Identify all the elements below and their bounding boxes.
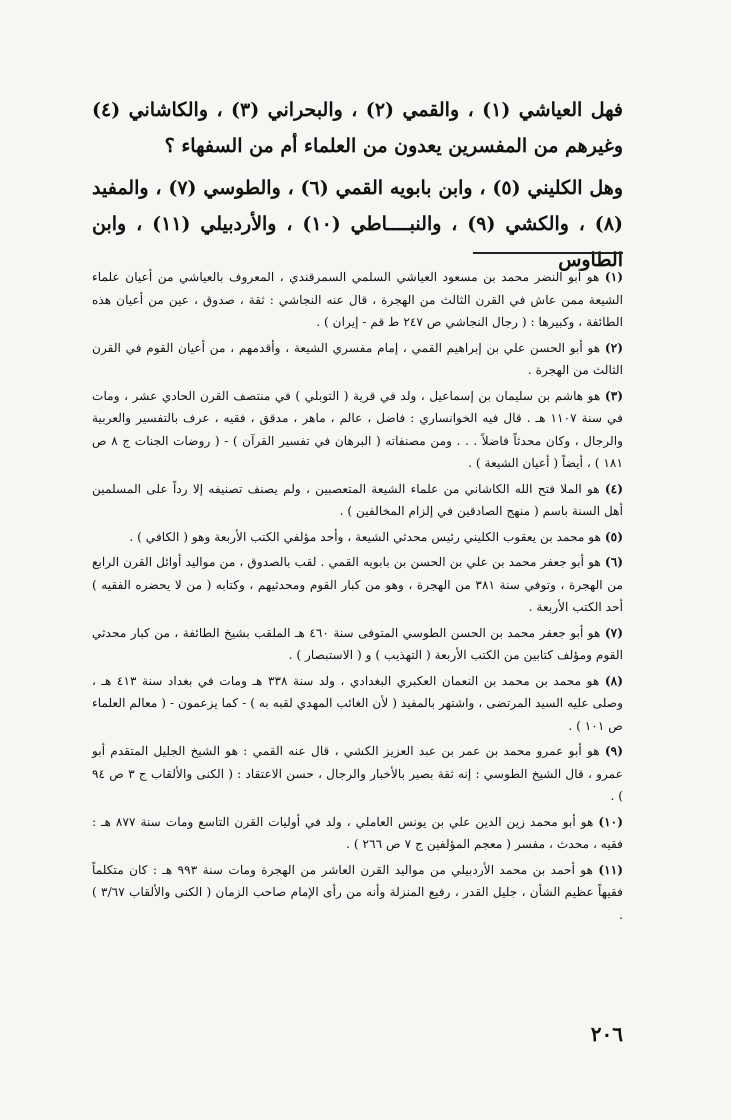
footnote-1: (١) هو أبو النضر محمد بن مسعود العياشي السلمي السمرقندي ، المعروف بالعياشي من أعيان علماء الشيعة ممن عاش في القرن الثالث من الهجرة ، قال عنه النجاشي : ثقة ، صدوق ، عين من أعيان هذه الطائفة ، وكبيرها : ( رجال النجاشي ص ٢٤٧ ط قم - إيران ) . — [92, 270, 624, 329]
footnote-4: (٤) هو الملا فتح الله الكاشاني من علماء الشيعة المتعصبين ، ولم يصنف تصنيفه إلا رداً على المسلمين أهل السنة باسم ( منهج الصادقين في إلزام المخالفين ) . — [92, 481, 623, 518]
footnote-8: (٨) هو محمد بن محمد بن النعمان العكبري البغدادي ، ولد سنة ٣٣٨ هـ ومات في بغداد سنة ٤١٣ هـ ، وصلى عليه السيد المرتضى ، واشتهر بالمفيد ( لأن الغائب المهدي لقبه به ) - كما يزعمون - ( معالم العلماء ص ١٠١ ) . — [92, 673, 623, 733]
footnote-3: (٣) هو هاشم بن سليمان بن إسماعيل ، ولد في قرية ( التوبلي ) في منتصف القرن الحادي عشر ، ومات في سنة ١١٠٧ هـ . قال فيه الخوانساري : فاضل ، عالم ، ماهر ، مدقق ، فقيه ، عرف بالتفسير والعربية والرجال ، وكان محدثاً فاضلاً . . . ومن مصنفاته ( البرهان في تفسير القرآن ) - ( روضات الجنات ج ٨ ص ١٨١ ) ، أيضاً ( أعيان الشيعة ) . — [92, 388, 624, 470]
main-paragraph-1: فهل العياشي (١) ، والقمي (٢) ، والبحراني (٣) ، والكاشاني (٤) وغيرهم من المفسرين يعدون من العلماء أم من السفهاء ؟ — [92, 99, 623, 157]
footnote-11: (١١) هو أحمد بن محمد الأردبيلي من مواليد القرن العاشر من الهجرة ومات سنة ٩٩٣ هـ : كان متكلماً فقيهاً عظيم الشأن ، جليل القدر ، رفيع المنزلة وأنه من رأى الإمام صاحب الزمان ( الكنى والألقاب ٣/٦٧ ) . — [92, 862, 624, 922]
footnotes — [92, 266, 623, 929]
footnote-separator — [473, 252, 623, 254]
page-number: ٢٠٦ — [590, 1022, 623, 1046]
main-text — [92, 92, 623, 284]
footnote-9: (٩) هو أبو عمرو محمد بن عمر بن عبد العزيز الكشي ، قال عنه القمي : هو الشيخ الجليل المتقدم أبو عمرو ، قال الشيخ الطوسي : إنه ثقة بصير بالأخبار والرجال ، حسن الاعتقاد : ( الكنى والألقاب ج ٣ ص ٩٤ ) . — [92, 744, 624, 803]
footnote-7: (٧) هو أبو جعفر محمد بن الحسن الطوسي المتوفى سنة ٤٦٠ هـ الملقب بشيخ الطائفة ، من كبار محدثي القوم ومؤلف كتابين من الكتب الأربعة ( التهذيب ) و ( الاستبصار ) . — [92, 625, 623, 662]
footnote-5: (٥) هو محمد بن يعقوب الكليني رئيس محدثي الشيعة ، وأحد مؤلفي الكتب الأربعة وهو ( الكافي ) . — [129, 529, 623, 544]
main-paragraph-2: وهل الكليني (٥) ، وابن بابويه القمي (٦) ، والطوسي (٧) ، والمفيد (٨) ، والكشي (٩) ، والنبــــاطي (١٠) ، والأردبيلي (١١) ، وابن الطاوس — [92, 177, 624, 271]
footnote-10: (١٠) هو أبو محمد زين الدين علي بن يونس العاملي ، ولد في أوليات القرن التاسع ومات سنة ٨٧٧ هـ : فقيه ، محدث ، مفسر ( معجم المؤلفين ج ٧ ص ٢٦٦ ) . — [92, 814, 623, 851]
footnote-2: (٢) هو أبو الحسن علي بن إبراهيم القمي ، إمام مفسري الشيعة ، وأقدمهم ، من أعيان القوم في القرن الثالث من الهجرة . — [92, 340, 624, 377]
footnote-6: (٦) هو أبو جعفر محمد بن علي بن الحسن بن بابويه القمي . لقب بالصدوق ، من مواليد أوائل القرن الرابع من الهجرة ، وتوفي سنة ٣٨١ من الهجرة ، وهو من كبار القوم ومحدثيهم ، وكتابه ( من لا يحضره الفقيه ) أحد الكتب الأربعة . — [92, 555, 624, 614]
